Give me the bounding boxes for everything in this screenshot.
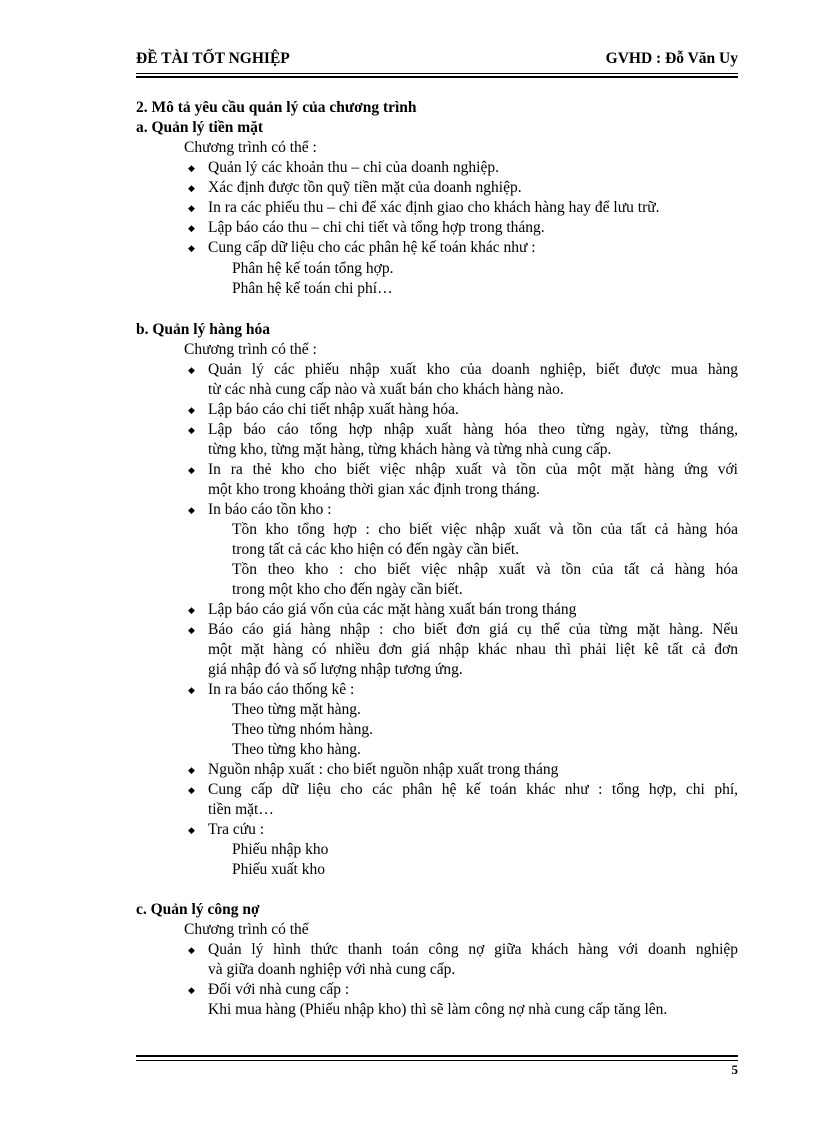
b-item-10-line2: tiền mặt… [208, 801, 274, 818]
bullet-diamond-icon: ◆ [188, 365, 195, 375]
b-item-6: Lập báo cáo giá vốn của các mặt hàng xuất bán trong tháng [208, 601, 577, 618]
a-intro: Chương trình có thể : [184, 139, 317, 156]
bullet-diamond-icon: ◆ [188, 203, 195, 213]
heading-b: b. Quản lý hàng hóa [136, 321, 270, 338]
a-item: Lập báo cáo thu – chi chi tiết và tổng hợp trong tháng. [208, 219, 545, 236]
c-item-1-line1: Quản lý hình thức thanh toán công nợ giữa khách hàng với doanh nghiệp [208, 941, 738, 958]
c-item-2: Đối với nhà cung cấp : [208, 981, 350, 998]
b-item-5-sub-1-line1: Tồn kho tổng hợp : cho biết việc nhập xuất và tồn của tất cả hàng hóa [232, 521, 738, 538]
b-item-2: Lập báo cáo chi tiết nhập xuất hàng hóa. [208, 401, 459, 418]
b-item-1-line1: Quản lý các phiếu nhập xuất kho của doanh nghiệp, biết được mua hàng [208, 361, 738, 378]
c-item-2-text: Khi mua hàng (Phiếu nhập kho) thì sẽ làm công nợ nhà cung cấp tăng lên. [208, 1001, 668, 1018]
b-item-8-sub: Theo từng mặt hàng. [232, 701, 361, 718]
bullet-diamond-icon: ◆ [188, 405, 195, 415]
footer-rule-thick [136, 1055, 738, 1057]
b-item-8-sub: Theo từng nhóm hàng. [232, 721, 373, 738]
b-item-10-line1: Cung cấp dữ liệu cho các phân hệ kế toán khác như : tổng hợp, chi phí, [208, 781, 738, 798]
b-item-5-sub-2-line2: trong một kho cho đến ngày cần biết. [232, 581, 463, 598]
b-item-7-line3: giá nhập đó và số lượng nhập tương ứng. [208, 661, 463, 678]
page-number: 5 [731, 1062, 738, 1077]
bullet-diamond-icon: ◆ [188, 465, 195, 475]
bullet-diamond-icon: ◆ [188, 685, 195, 695]
bullet-diamond-icon: ◆ [188, 505, 195, 515]
a-item: Xác định được tồn quỹ tiền mặt của doanh nghiệp. [208, 179, 522, 196]
bullet-diamond-icon: ◆ [188, 785, 195, 795]
b-item-5-sub-1-line2: trong tất cả các kho hiện có đến ngày cần biết. [232, 541, 520, 558]
bullet-diamond-icon: ◆ [188, 605, 195, 615]
bullet-diamond-icon: ◆ [188, 223, 195, 233]
header-title: ĐỀ TÀI TỐT NGHIỆP [136, 50, 290, 67]
header-rule-thin [136, 73, 738, 74]
section-title: 2. Mô tả yêu cầu quản lý của chương trình [136, 99, 417, 116]
b-item-11: Tra cứu : [208, 821, 265, 838]
footer-rule-thin [136, 1060, 738, 1061]
b-item-9: Nguồn nhập xuất : cho biết nguồn nhập xuất trong tháng [208, 761, 559, 778]
b-item-5-sub-2-line1: Tồn theo kho : cho biết việc nhập xuất và tồn của tất cả hàng hóa [232, 561, 738, 578]
a-item: Quản lý các khoản thu – chi của doanh nghiệp. [208, 159, 499, 176]
a-subitem: Phân hệ kế toán tổng hợp. [232, 260, 394, 277]
heading-c: c. Quản lý công nợ [136, 901, 260, 918]
a-subitem: Phân hệ kế toán chi phí… [232, 280, 393, 297]
header-advisor: GVHD : Đỗ Văn Uy [605, 50, 738, 67]
b-item-8-sub: Theo từng kho hàng. [232, 741, 361, 758]
b-item-3-line2: từng kho, từng mặt hàng, từng khách hàng và từng nhà cung cấp. [208, 441, 612, 458]
bullet-diamond-icon: ◆ [188, 625, 195, 635]
b-item-3-line1: Lập báo cáo tổng hợp nhập xuất hàng hóa theo từng ngày, từng tháng, [208, 421, 738, 438]
header-rule-thick [136, 76, 738, 78]
page-header [136, 50, 738, 70]
bullet-diamond-icon: ◆ [188, 163, 195, 173]
a-item: Cung cấp dữ liệu cho các phân hệ kế toán khác như : [208, 239, 536, 256]
bullet-diamond-icon: ◆ [188, 825, 195, 835]
b-item-4-line2: một kho trong khoảng thời gian xác định trong tháng. [208, 481, 540, 498]
c-item-1-line2: và giữa doanh nghiệp với nhà cung cấp. [208, 961, 456, 978]
bullet-diamond-icon: ◆ [188, 243, 195, 253]
b-item-1-line2: từ các nhà cung cấp nào và xuất bán cho khách hàng nào. [208, 381, 564, 398]
b-item-4-line1: In ra thẻ kho cho biết việc nhập xuất và tồn của một mặt hàng ứng với [208, 461, 738, 478]
b-item-11-sub: Phiếu nhập kho [232, 841, 329, 858]
a-item: In ra các phiếu thu – chi để xác định giao cho khách hàng hay để lưu trữ. [208, 199, 660, 216]
bullet-diamond-icon: ◆ [188, 945, 195, 955]
bullet-diamond-icon: ◆ [188, 765, 195, 775]
b-item-7-line1: Báo cáo giá hàng nhập : cho biết đơn giá cụ thể của từng mặt hàng. Nếu [208, 621, 738, 638]
b-intro: Chương trình có thể : [184, 341, 317, 358]
b-item-8: In ra báo cáo thống kê : [208, 681, 355, 698]
bullet-diamond-icon: ◆ [188, 183, 195, 193]
b-item-7-line2: một mặt hàng có nhiều đơn giá nhập khác nhau thì phải liệt kê tất cả đơn [208, 641, 738, 658]
bullet-diamond-icon: ◆ [188, 425, 195, 435]
b-item-11-sub: Phiếu xuất kho [232, 861, 325, 878]
bullet-diamond-icon: ◆ [188, 985, 195, 995]
heading-a: a. Quản lý tiền mặt [136, 119, 264, 136]
c-intro: Chương trình có thể [184, 921, 309, 938]
b-item-5: In báo cáo tồn kho : [208, 501, 332, 518]
